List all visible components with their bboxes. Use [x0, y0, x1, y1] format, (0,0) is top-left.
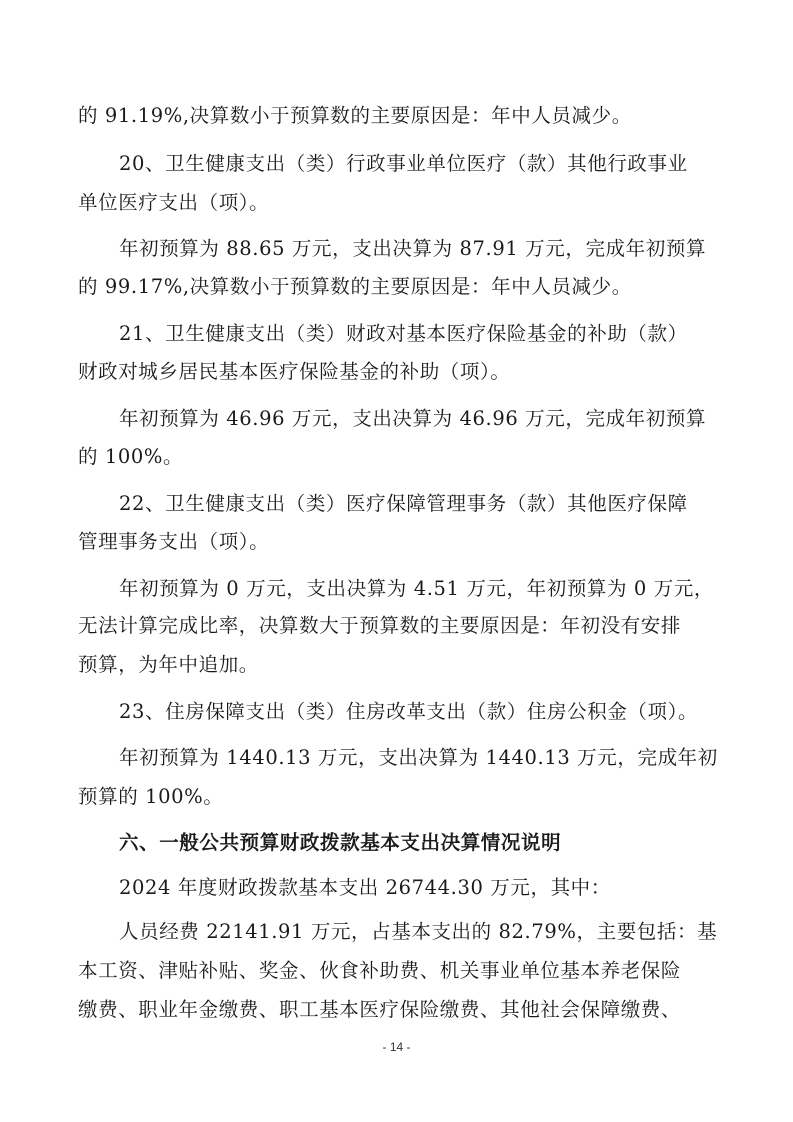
paragraph-line: 年初预算为 1440.13 万元，支出决算为 1440.13 万元，完成年初	[119, 746, 718, 769]
paragraph-line: 的 91.19%,决算数小于预算数的主要原因是：年中人员减少。	[78, 104, 632, 127]
paragraph-line: 缴费、职业年金缴费、职工基本医疗保险缴费、其他社会保障缴费、	[78, 998, 682, 1021]
paragraph-line: 的 100%。	[78, 445, 184, 468]
paragraph-line: 预算，为年中追加。	[78, 653, 259, 676]
paragraph-line: 无法计算完成比率，决算数大于预算数的主要原因是：年初没有安排	[78, 614, 682, 637]
paragraph-line: 23、住房保障支出（类）住房改革支出（款）住房公积金（项）。	[119, 700, 699, 723]
paragraph-line: 22、卫生健康支出（类）医疗保障管理事务（款）其他医疗保障	[119, 492, 688, 515]
section-heading: 六、一般公共预算财政拨款基本支出决算情况说明	[119, 831, 562, 854]
paragraph-line: 人员经费 22141.91 万元，占基本支出的 82.79%，主要包括：基	[119, 920, 718, 943]
paragraph-line: 2024 年度财政拨款基本支出 26744.30 万元，其中：	[119, 876, 611, 899]
paragraph-line: 的 99.17%,决算数小于预算数的主要原因是：年中人员减少。	[78, 275, 632, 298]
page-number: - 14 -	[382, 1040, 411, 1054]
paragraph-line: 管理事务支出（项）。	[78, 530, 270, 553]
paragraph-line: 预算的 100%。	[78, 785, 224, 808]
paragraph-line: 年初预算为 46.96 万元，支出决算为 46.96 万元，完成年初预算	[119, 407, 707, 430]
paragraph-line: 年初预算为 88.65 万元，支出决算为 87.91 万元，完成年初预算	[119, 237, 707, 260]
paragraph-line: 本工资、津贴补贴、奖金、伙食补助费、机关事业单位基本养老保险	[78, 959, 682, 982]
paragraph-line: 年初预算为 0 万元，支出决算为 4.51 万元，年初预算为 0 万元，	[119, 577, 715, 600]
paragraph-line: 单位医疗支出（项）。	[78, 191, 270, 214]
paragraph-line: 20、卫生健康支出（类）行政事业单位医疗（款）其他行政事业	[119, 152, 688, 175]
paragraph-line: 21、卫生健康支出（类）财政对基本医疗保险基金的补助（款）	[119, 322, 688, 345]
paragraph-line: 财政对城乡居民基本医疗保险基金的补助（项）。	[78, 360, 511, 383]
